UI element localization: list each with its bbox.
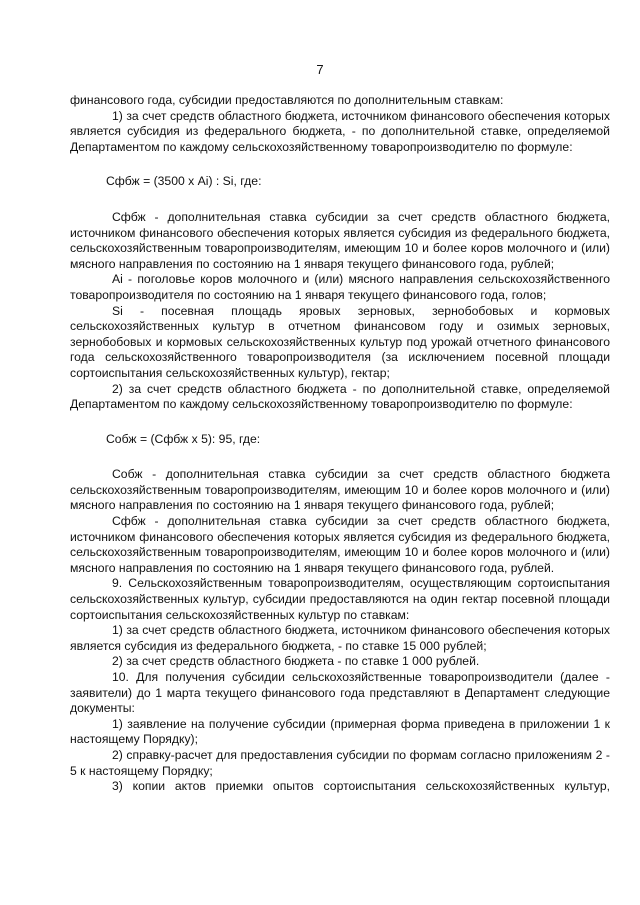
formula: Сфбж = (3500 х Ai) : Si, где: [106,174,262,189]
paragraph: 1) за счет средств областного бюджета, источником финансового обеспечения которых является субсидия из федерального бюджета, - по ставке 15 000 рублей; [70,623,610,653]
paragraph: Si - посевная площадь яровых зерновых, зернобобовых и кормовых сельскохозяйственных культур в отчетном финансовом году и озимых зерновых, зернобобовых и кормовых сельскохозяйственных культур под урожай отчетного финансового года сельскохозяйственного товаропроизводителя (за исключением посевной площади сортоиспытания сельскохозяйственных культур), гектар; [70,303,610,380]
paragraph: Собж - дополнительная ставка субсидии за счет средств областного бюджета сельскохозяйственным товаропроизводителям, имеющим 10 и более коров молочного и (или) мясного направления по состоянию на 1 января текущего финансового года, рублей; [70,467,610,513]
page-number: 7 [316,62,324,77]
paragraph: финансового года, субсидии предоставляются по дополнительным ставкам: [70,93,504,107]
paragraph: 1) заявление на получение субсидии (примерная форма приведена в приложении 1 к настоящему Порядку); [70,716,610,747]
paragraph: Сфбж - дополнительная ставка субсидии за счет средств областного бюджета, источником финансового обеспечения которых является субсидия из федерального бюджета, сельскохозяйственным товаропроизводителям, имеющим 10 и более коров молочного и (или) мясного направления по состоянию на 1 января текущего финансового года, рублей. [70,514,610,575]
paragraph: 2) за счет средств областного бюджета - по дополнительной ставке, определяемой Департаментом по каждому сельскохозяйственному товаропроизводителю по формуле: [70,381,610,412]
formula: Собж = (Сфбж х 5): 95, где: [106,431,261,446]
paragraph: Сфбж - дополнительная ставка субсидии за счет средств областного бюджета, источником финансового обеспечения которых является субсидия из федерального бюджета, сельскохозяйственным товаропроизводителям, имеющим 10 и более коров молочного и (или) мясного направления по состоянию на 1 января текущего финансового года, рублей; [70,209,610,271]
paragraph: 1) за счет средств областного бюджета, источником финансового обеспечения которых является субсидия из федерального бюджета, - по дополнительной ставке, определяемой Департаментом по каждому сельскохозяйственному товаропроизводителю по формуле: [70,108,610,154]
paragraph: Ai - поголовье коров молочного и (или) мясного направления сельскохозяйственного товаропроизводителя по состоянию на 1 января текущего финансового года, голов; [70,272,610,302]
document-body [70,93,610,795]
paragraph: 10. Для получения субсидии сельскохозяйственные товаропроизводители (далее - заявители) до 1 марта текущего финансового года представляют в Департамент следующие документы: [70,670,610,716]
paragraph: 2) за счет средств областного бюджета - по ставке 1 000 рублей. [112,654,480,669]
paragraph: 3) копии актов приемки опытов сортоиспытания сельскохозяйственных культур, [112,779,610,794]
paragraph: 9. Сельскохозяйственным товаропроизводителям, осуществляющим сортоиспытания сельскохозяйственных культур, субсидии предоставляются на один гектар посевной площади сортоиспытания сельскохозяйственных культур по ставкам: [70,576,610,622]
paragraph: 2) справку-расчет для предоставления субсидии по формам согласно приложениям 2 - 5 к настоящему Порядку; [70,747,610,778]
